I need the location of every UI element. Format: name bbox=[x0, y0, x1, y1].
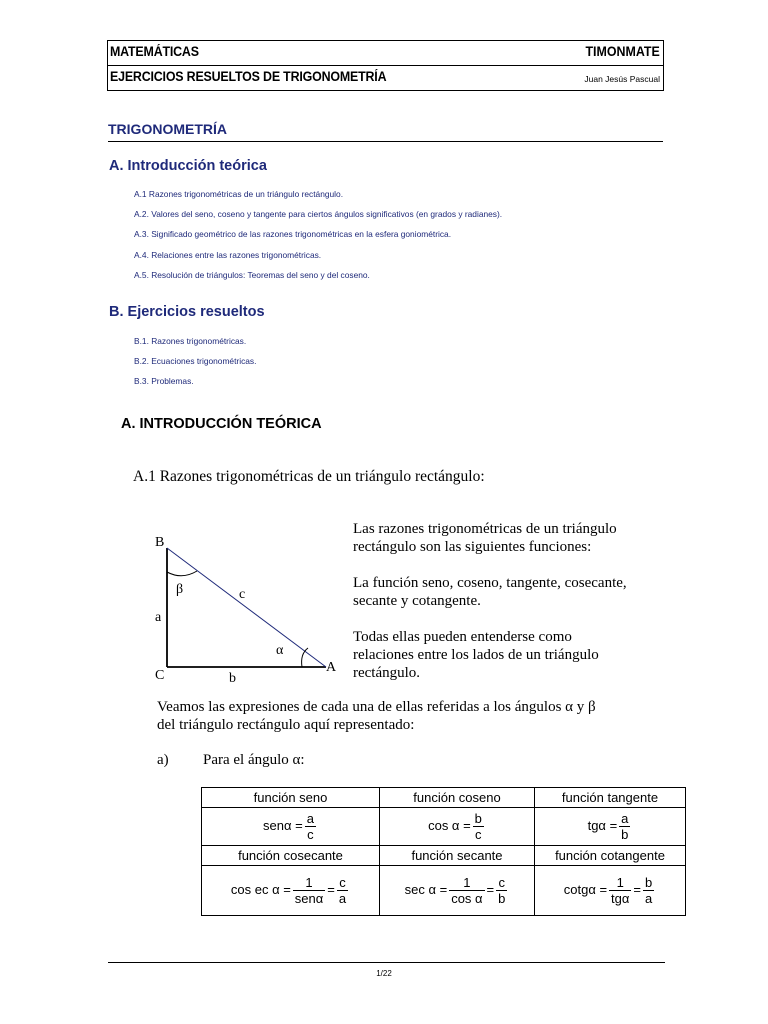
table-header-row bbox=[202, 788, 686, 808]
side-b-label: b bbox=[229, 671, 236, 685]
alpha-arc bbox=[302, 648, 308, 667]
toc-item-a3[interactable]: A.3. Significado geométrico de las razones trigonométricas en la esfera goniométrica. bbox=[134, 229, 452, 239]
formula-lhs: senα = bbox=[263, 817, 303, 833]
denominator: c bbox=[475, 827, 482, 842]
fraction bbox=[293, 875, 325, 906]
numerator: 1 bbox=[449, 875, 484, 891]
paragraph-line: relaciones entre los lados de un triángulo bbox=[353, 647, 599, 663]
formula-lhs: sec α = bbox=[404, 881, 448, 897]
paragraph-line: del triángulo rectángulo aquí representado: bbox=[157, 717, 415, 733]
formula-cos bbox=[380, 808, 535, 846]
page-number: 1/22 bbox=[376, 969, 392, 978]
header-subject: MATEMÁTICAS bbox=[110, 44, 199, 59]
paragraph-expressions bbox=[157, 698, 596, 734]
denominator: b bbox=[498, 891, 506, 906]
beta-arc bbox=[167, 571, 197, 576]
numerator: c bbox=[337, 875, 348, 891]
case-a-text: Para el ángulo α: bbox=[203, 752, 305, 768]
formula-cotg bbox=[535, 866, 686, 916]
paragraph-line: rectángulo son las siguientes funciones: bbox=[353, 539, 592, 555]
paragraph-line: Todas ellas pueden entenderse como bbox=[353, 629, 572, 645]
paragraph-intro bbox=[353, 520, 617, 556]
header-site: TIMONMATE bbox=[585, 44, 660, 59]
vertex-c-label: C bbox=[155, 668, 165, 683]
toc-item-a5[interactable]: A.5. Resolución de triángulos: Teoremas del seno y del coseno. bbox=[134, 270, 370, 280]
numerator: 1 bbox=[293, 875, 325, 891]
equals-sign: = bbox=[633, 881, 641, 897]
document-header bbox=[107, 40, 664, 91]
table-header-cell: función cotangente bbox=[535, 846, 686, 866]
fraction bbox=[643, 875, 654, 906]
formula-sen bbox=[202, 808, 380, 846]
formula-lhs: cos α = bbox=[428, 817, 471, 833]
vertex-b-label: B bbox=[155, 535, 165, 550]
fraction bbox=[473, 811, 484, 842]
paragraph-line: secante y cotangente. bbox=[353, 593, 481, 609]
table-header-row bbox=[202, 846, 686, 866]
formula-sec bbox=[380, 866, 535, 916]
numerator: c bbox=[496, 875, 507, 891]
formula-tg bbox=[535, 808, 686, 846]
side-c-label: c bbox=[239, 587, 246, 602]
paragraph-relations bbox=[353, 628, 599, 682]
equals-sign: = bbox=[486, 881, 495, 897]
alpha-label: α bbox=[276, 643, 284, 658]
denominator: cos α bbox=[451, 891, 483, 906]
paragraph-line: Veamos las expresiones de cada una de ellas referidas a los ángulos α y β bbox=[157, 699, 596, 715]
beta-label: β bbox=[176, 582, 184, 597]
toc-item-b1[interactable]: B.1. Razones trigonométricas. bbox=[134, 336, 247, 346]
table-header-cell: función coseno bbox=[380, 788, 535, 808]
table-header-cell: función secante bbox=[380, 846, 535, 866]
formula-lhs: tgα = bbox=[587, 817, 618, 833]
intro-heading: A. INTRODUCCIÓN TEÓRICA bbox=[121, 416, 322, 432]
fraction bbox=[337, 875, 348, 906]
denominator: tgα bbox=[611, 891, 630, 906]
case-a-label: a) bbox=[157, 752, 169, 768]
table-row bbox=[202, 808, 686, 846]
table-header-cell: función cosecante bbox=[202, 846, 380, 866]
numerator: b bbox=[645, 875, 653, 890]
toc-item-b2[interactable]: B.2. Ecuaciones trigonométricas. bbox=[134, 356, 257, 366]
numerator: a bbox=[621, 811, 629, 826]
table-header-cell: función seno bbox=[202, 788, 380, 808]
side-a-label: a bbox=[155, 610, 162, 625]
denominator: c bbox=[307, 827, 314, 842]
subsection-a1-title: A.1 Razones trigonométricas de un triángulo rectángulo: bbox=[133, 468, 485, 485]
denominator: senα bbox=[294, 891, 324, 906]
paragraph-line: rectángulo. bbox=[353, 665, 421, 681]
part-a-heading: A. Introducción teórica bbox=[109, 158, 267, 174]
side-c-line bbox=[167, 548, 326, 667]
fraction bbox=[496, 875, 507, 906]
header-row-2 bbox=[108, 66, 663, 90]
toc-item-b3[interactable]: B.3. Problemas. bbox=[134, 376, 194, 386]
toc-item-a2[interactable]: A.2. Valores del seno, coseno y tangente para ciertos ángulos significativos (en grados y radianes). bbox=[134, 209, 503, 219]
paragraph-functions bbox=[353, 574, 627, 610]
paragraph-line: La función seno, coseno, tangente, cosecante, bbox=[353, 575, 627, 591]
formula-lhs: cotgα = bbox=[563, 881, 608, 897]
formula-lhs: cos ec α = bbox=[230, 881, 291, 897]
fraction bbox=[619, 811, 630, 842]
denominator: a bbox=[338, 891, 347, 906]
formula-cosec bbox=[202, 866, 380, 916]
fraction bbox=[609, 875, 631, 906]
denominator: b bbox=[621, 827, 629, 842]
table-header-cell: función tangente bbox=[535, 788, 686, 808]
numerator: 1 bbox=[609, 875, 631, 891]
numerator: b bbox=[474, 811, 482, 826]
section-title: TRIGONOMETRÍA bbox=[108, 121, 227, 137]
table-row bbox=[202, 866, 686, 916]
section-rule bbox=[108, 141, 663, 142]
fraction bbox=[449, 875, 484, 906]
trig-functions-table bbox=[201, 787, 686, 916]
right-triangle-figure bbox=[150, 530, 350, 685]
footer-rule bbox=[108, 962, 665, 963]
paragraph-line: Las razones trigonométricas de un triángulo bbox=[353, 521, 617, 537]
fraction bbox=[305, 811, 316, 842]
toc-item-a1[interactable]: A.1 Razones trigonométricas de un triángulo rectángulo. bbox=[134, 189, 344, 199]
equals-sign: = bbox=[327, 881, 335, 897]
numerator: a bbox=[306, 811, 314, 826]
part-b-heading: B. Ejercicios resueltos bbox=[109, 304, 265, 320]
vertex-a-label: A bbox=[326, 660, 337, 675]
header-author: Juan Jesús Pascual bbox=[584, 74, 660, 84]
toc-item-a4[interactable]: A.4. Relaciones entre las razones trigonométricas. bbox=[134, 250, 322, 260]
denominator: a bbox=[645, 891, 653, 906]
header-doc-title: EJERCICIOS RESUELTOS DE TRIGONOMETRÍA bbox=[110, 69, 387, 84]
header-row-1 bbox=[108, 41, 663, 66]
